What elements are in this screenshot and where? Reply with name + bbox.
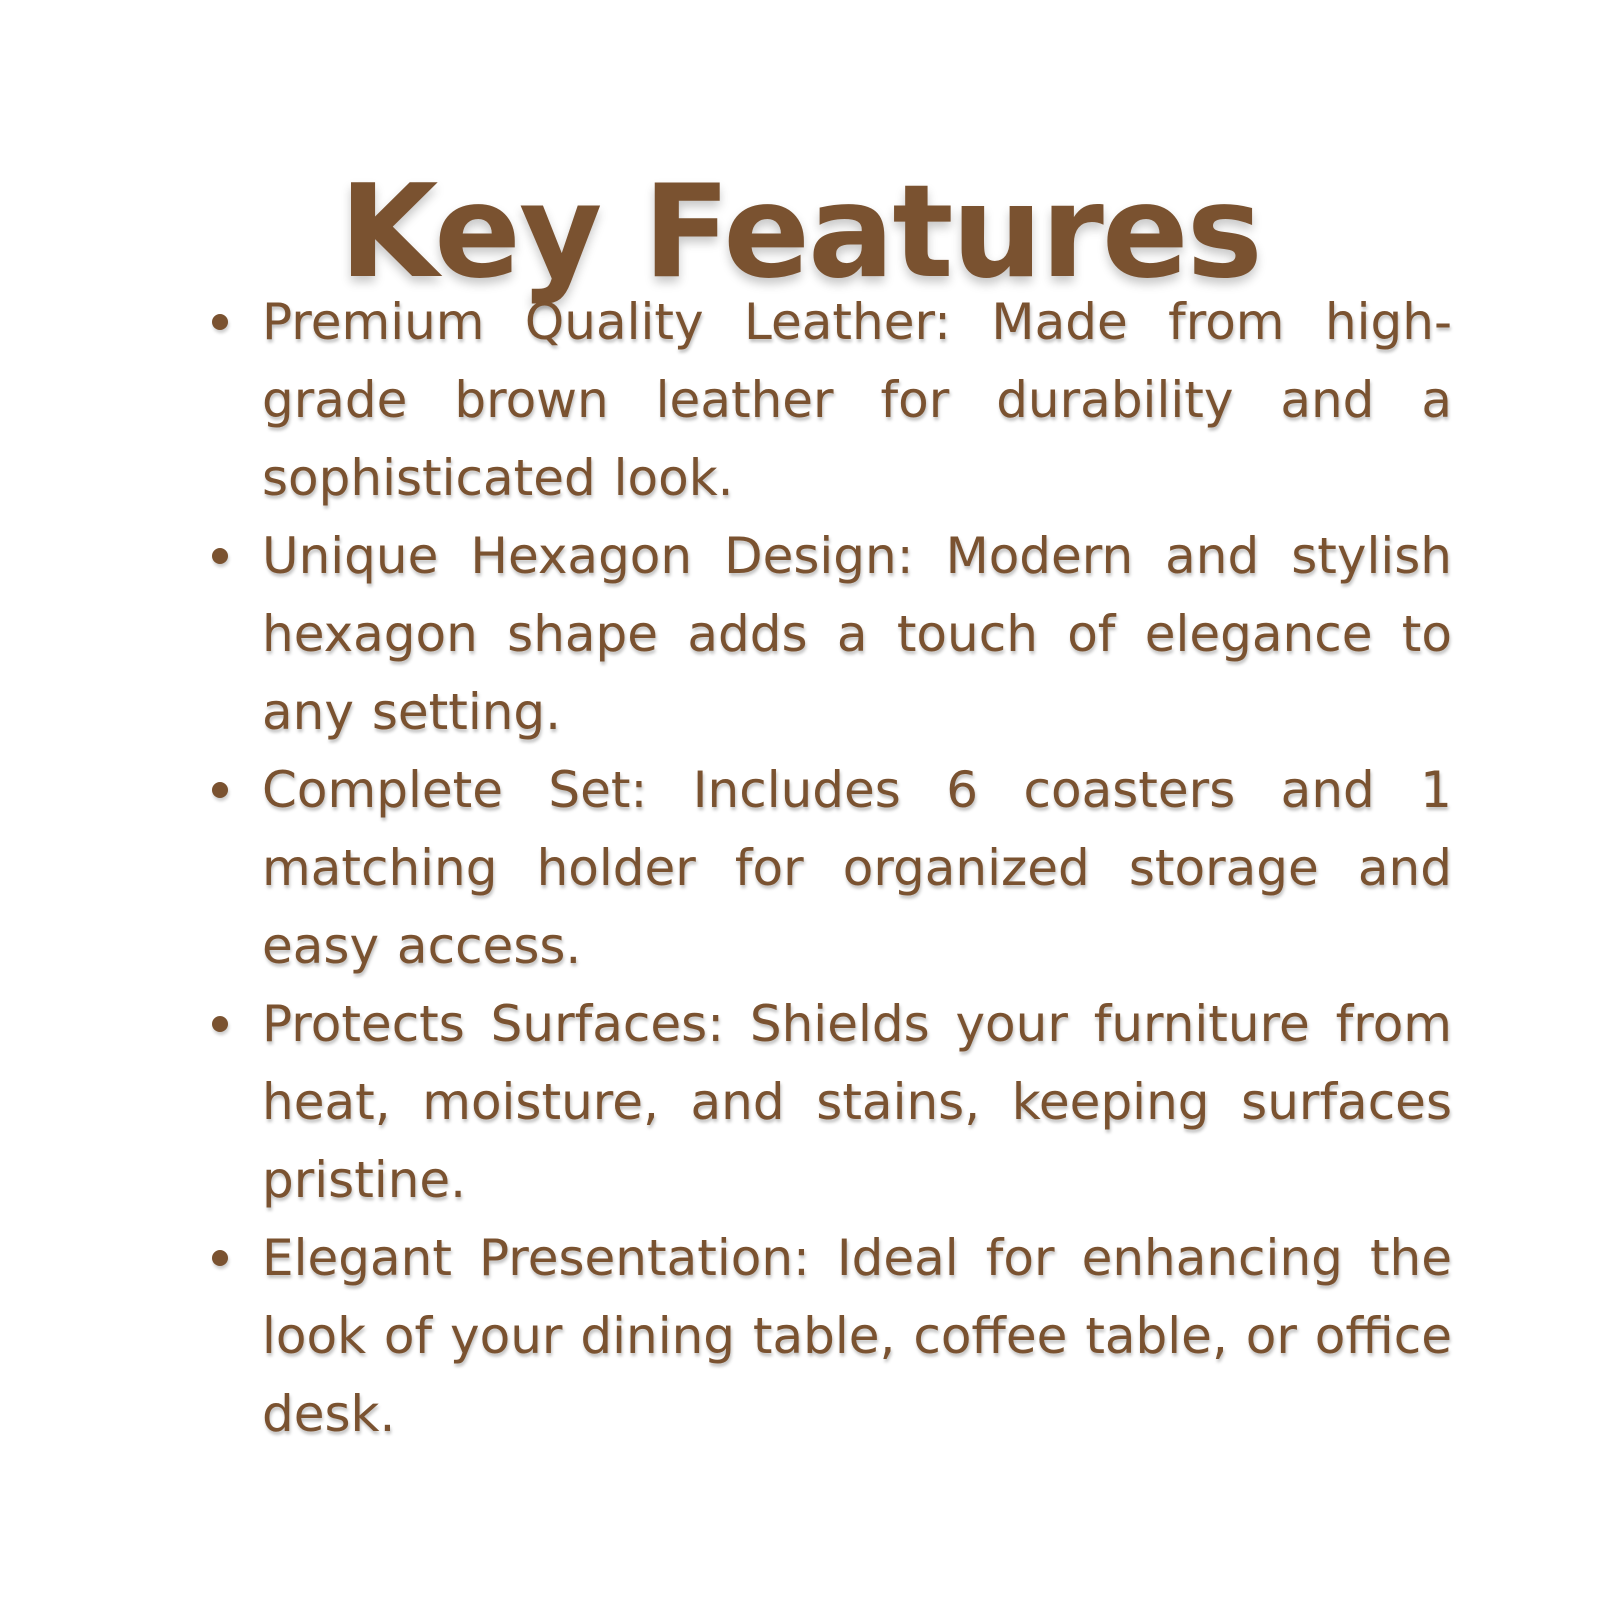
page-title: Key Features — [339, 158, 1261, 307]
feature-text: Unique Hexagon Design: Modern and stylish hexagon shape adds a touch of elegance to any setting. — [262, 527, 1452, 741]
feature-text: Premium Quality Leather: Made from high-grade brown leather for durability and a sophisticated look. — [262, 293, 1452, 507]
list-item-leather — [212, 283, 1452, 517]
bullet-dot-icon — [212, 1250, 228, 1266]
list-item-set — [212, 751, 1452, 985]
feature-text: Elegant Presentation: Ideal for enhancing the look of your dining table, coffee table, or office desk. — [262, 1229, 1452, 1443]
feature-text: Protects Surfaces: Shields your furniture from heat, moisture, and stains, keeping surfaces pristine. — [262, 995, 1452, 1209]
feature-list — [212, 283, 1452, 1453]
feature-text: Complete Set: Includes 6 coasters and 1 matching holder for organized storage and easy access. — [262, 761, 1452, 975]
bullet-dot-icon — [212, 548, 228, 564]
bullet-dot-icon — [212, 782, 228, 798]
bullet-dot-icon — [212, 1016, 228, 1032]
list-item-hexagon — [212, 517, 1452, 751]
list-item-presentation — [212, 1219, 1452, 1453]
list-item-protects — [212, 985, 1452, 1219]
bullet-dot-icon — [212, 314, 228, 330]
